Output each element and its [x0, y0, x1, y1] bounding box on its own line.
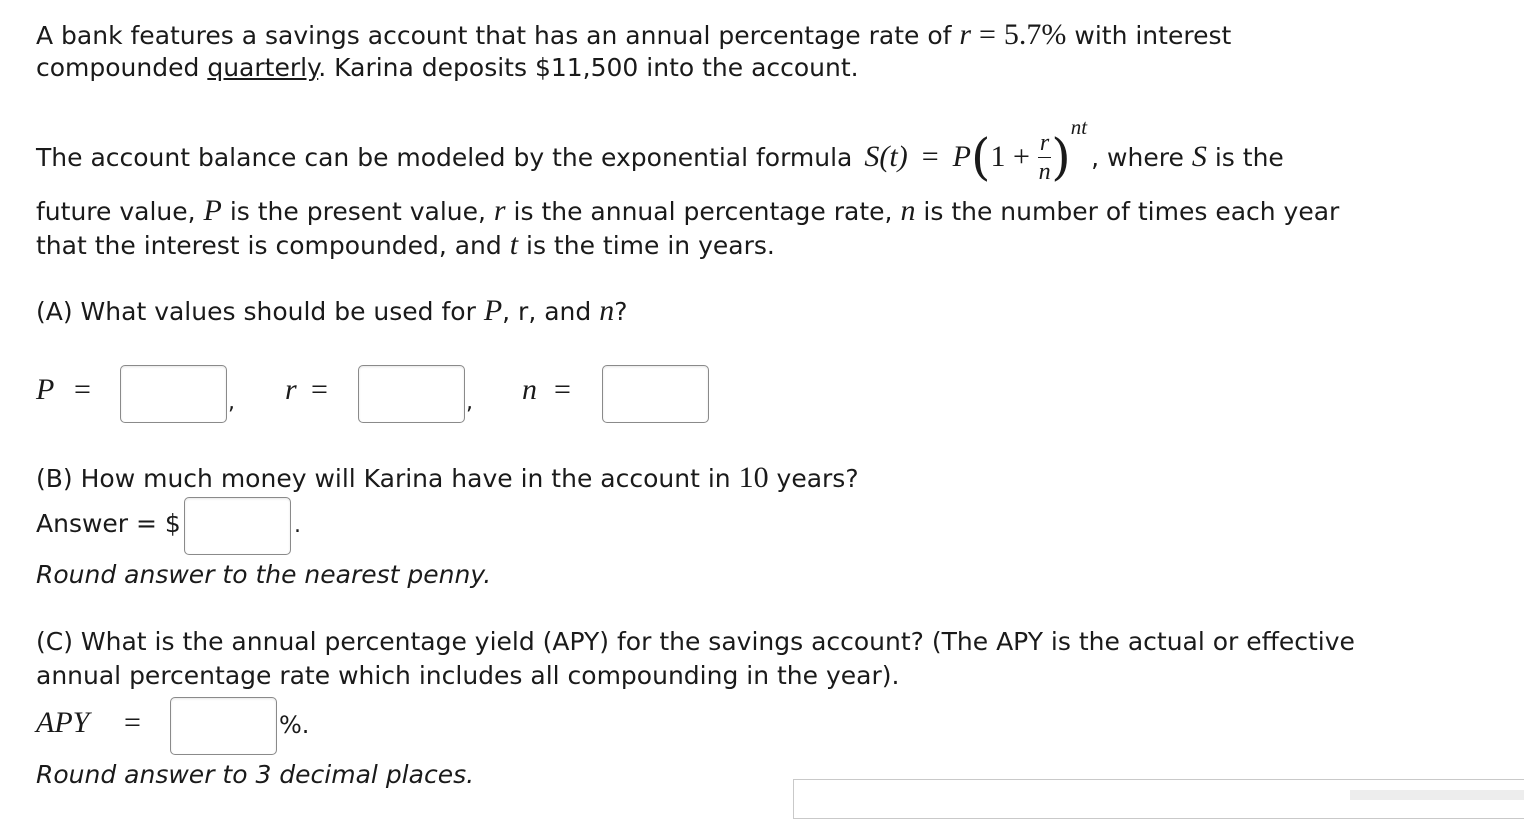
formula-line-2	[36, 194, 1339, 228]
label-r-var: r	[285, 373, 297, 406]
formula-p-variable: P	[203, 194, 222, 227]
part-a-comma: ,	[502, 297, 511, 326]
part-c-question-line-1: (C) What is the annual percentage yield (APY) for the savings account? (The APY is the actual or effective	[36, 627, 1355, 656]
formula-s-variable: S	[1191, 140, 1207, 173]
formula-present-value-text: is the present value,	[229, 197, 486, 226]
label-p-var: P	[36, 373, 55, 406]
formula-r-variable: r	[493, 194, 506, 227]
apy-answer-input[interactable]	[170, 697, 277, 755]
label-r	[285, 373, 297, 407]
label-n-var: n	[522, 373, 537, 406]
formula-lead-text: The account balance can be modeled by the exponential formula	[36, 142, 853, 172]
formula-lhs: S(t)	[864, 140, 908, 173]
label-n	[522, 373, 537, 407]
formula-comma: ,	[1091, 142, 1100, 172]
formula-exponent: nt	[1070, 114, 1088, 139]
part-a-n-var: n	[599, 294, 615, 327]
n-answer-input[interactable]	[602, 365, 709, 423]
formula-t-variable: t	[509, 228, 519, 261]
part-a-question	[36, 294, 628, 328]
part-b-answer-label: Answer = $	[36, 509, 181, 538]
label-p	[36, 373, 54, 407]
part-b-question-text: (B) How much money will Karina have in the account in	[36, 464, 731, 493]
part-a-p-var: P	[483, 294, 503, 327]
label-r-equals: =	[311, 373, 328, 406]
formula-line-3	[36, 228, 775, 262]
intro-line-1	[36, 18, 1231, 52]
intro-compounded: compounded	[36, 53, 200, 82]
part-a-and: , and	[528, 297, 592, 326]
fraction-numerator: r	[1039, 129, 1050, 156]
formula-line-1	[36, 114, 1284, 192]
formula-compounded-text: that the interest is compounded, and	[36, 231, 502, 260]
bottom-panel-gray-strip	[1350, 790, 1524, 800]
part-b-rounding-instruction: Round answer to the nearest penny.	[36, 560, 492, 589]
formula-times-text: is the number of times each year	[923, 197, 1340, 226]
apy-equals: =	[124, 706, 141, 739]
apy-label: APY	[36, 706, 90, 739]
part-c-question-line-2: annual percentage rate which includes all compounding in the year).	[36, 661, 900, 690]
separator-comma: ,	[228, 390, 235, 415]
formula-one-plus: 1 +	[990, 140, 1030, 173]
intro-line-2	[36, 53, 859, 82]
part-b-years-value: 10	[738, 461, 769, 494]
label-p-equals: =	[74, 373, 91, 406]
part-b-period: .	[294, 513, 301, 538]
formula-n-variable: n	[900, 194, 916, 227]
rate-value: 5.7%	[1003, 18, 1067, 51]
label-n-equals: =	[554, 373, 571, 406]
formula-equals: =	[921, 140, 939, 173]
formula-open-paren: (	[970, 128, 991, 186]
formula-future-value-text: future value,	[36, 197, 196, 226]
formula-time-text: is the time in years.	[526, 231, 775, 260]
r-answer-input[interactable]	[358, 365, 465, 423]
formula-where: where	[1107, 142, 1184, 172]
intro-tail: with interest	[1074, 21, 1232, 50]
separator-comma: ,	[466, 390, 473, 415]
part-a-r-var: r	[518, 297, 529, 326]
rate-variable: r	[959, 18, 972, 51]
p-answer-input[interactable]	[120, 365, 227, 423]
formula-rate-text: is the annual percentage rate,	[513, 197, 893, 226]
formula-fraction	[1038, 131, 1051, 184]
part-a-lead: (A) What values should be used for	[36, 297, 476, 326]
part-c-rounding-instruction: Round answer to 3 decimal places.	[36, 760, 475, 789]
fraction-denominator: n	[1038, 158, 1051, 185]
formula-principal: P	[952, 140, 971, 173]
part-b-question	[36, 461, 859, 495]
formula-close-paren: )	[1051, 128, 1071, 186]
balance-answer-input[interactable]	[184, 497, 291, 555]
equals-sign: =	[979, 18, 996, 51]
apy-percent-suffix: %.	[279, 711, 310, 739]
part-a-question-mark: ?	[614, 297, 628, 326]
intro-text: A bank features a savings account that has an annual percentage rate of	[36, 21, 952, 50]
intro-deposit-text: . Karina deposits $11,500 into the account.	[318, 53, 859, 82]
part-b-years-word: years?	[776, 464, 859, 493]
formula-is-the: is the	[1214, 142, 1284, 172]
compounding-frequency-link[interactable]: quarterly	[207, 53, 319, 82]
